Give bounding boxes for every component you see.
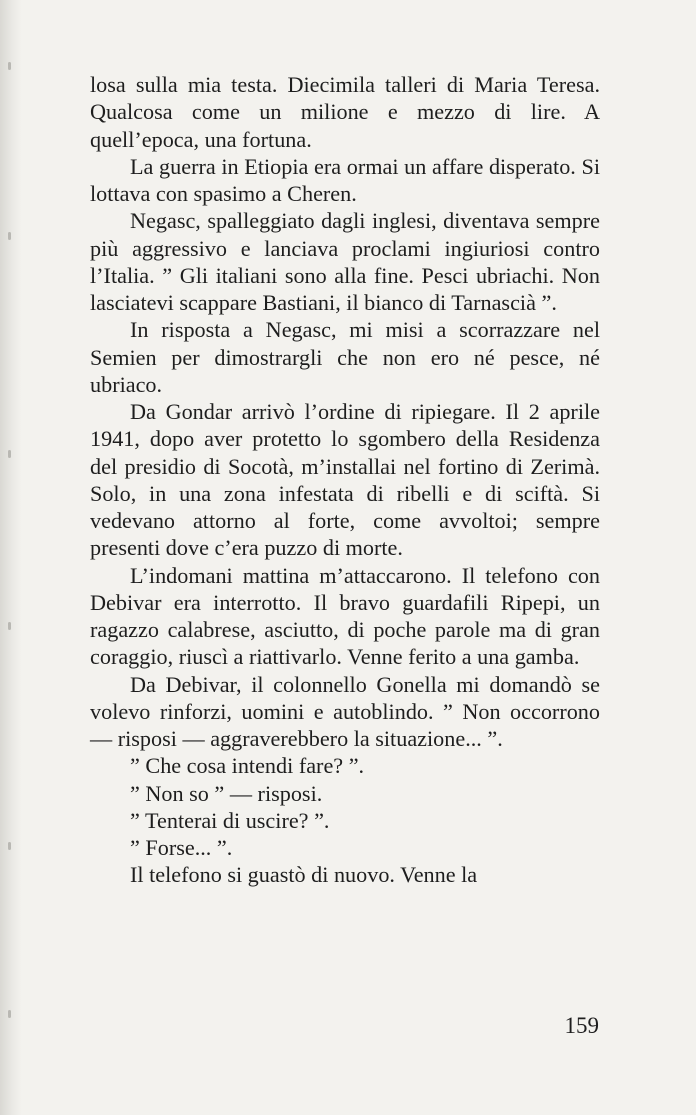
- paragraph-5: Da Gondar arrivò l’ordine di ripiegare. Il 2 aprile 1941, dopo aver protetto lo sgombero della Residenza del presidio di Socotà, m’installai nel fortino di Zerimà. Solo, in una zona infestata di ribelli e di sciftà. Si vedevano attorno al forte, come avvoltoi; sempre presenti dove c’era puzzo di morte.: [90, 399, 600, 561]
- paragraph-6: L’indomani mattina m’attaccarono. Il telefono con Debivar era interrotto. Il bravo guardafili Ripepi, un ragazzo calabrese, asciutto, di poche parole ma di gran coraggio, riuscì a riattivarlo. Venne ferito a una gamba.: [90, 562, 600, 670]
- paragraph-3: Negasc, spalleggiato dagli inglesi, diventava sempre più aggressivo e lanciava proclami ingiuriosi contro l’Italia. ” Gli italiani sono alla fine. Pesci ubriachi. Non lasciatevi scappare Bastiani, il bianco di Tarnascià ”.: [90, 208, 600, 315]
- paragraph-1: losa sulla mia testa. Diecimila talleri di Maria Teresa. Qualcosa come un milione e mezzo di lire. A quell’epoca, una fortuna.: [90, 72, 600, 152]
- dialogue-line-1: ” Che cosa intendi fare? ”.: [130, 753, 365, 779]
- margin-mark: [8, 62, 11, 70]
- margin-mark: [8, 622, 11, 630]
- paragraph-4: In risposta a Negasc, mi misi a scorrazzare nel Semien per dimostrargli che non ero né pesce, né ubriaco.: [90, 317, 600, 397]
- margin-mark: [8, 232, 11, 240]
- dialogue-line-2: ” Non so ” — risposi.: [130, 780, 323, 806]
- dialogue-line-3: ” Tenterai di uscire? ”.: [130, 807, 330, 833]
- margin-mark: [8, 1010, 11, 1018]
- margin-mark: [8, 450, 11, 458]
- spine-shadow: [0, 0, 22, 1115]
- paragraph-2: La guerra in Etiopia era ormai un affare disperato. Si lottava con spasimo a Cheren.: [90, 153, 600, 206]
- dialogue-line-4: ” Forse... ”.: [130, 835, 233, 860]
- page-number: 159: [564, 1013, 599, 1038]
- paragraph-last: Il telefono si guastò di nuovo. Venne la: [130, 862, 478, 888]
- body-text: [90, 71, 600, 889]
- margin-mark: [8, 842, 11, 850]
- paragraph-7: Da Debivar, il colonnello Gonella mi domandò se volevo rinforzi, uomini e autoblindo. ” Non occorrono — risposi — aggraverebbero la situazione... ”.: [90, 671, 600, 751]
